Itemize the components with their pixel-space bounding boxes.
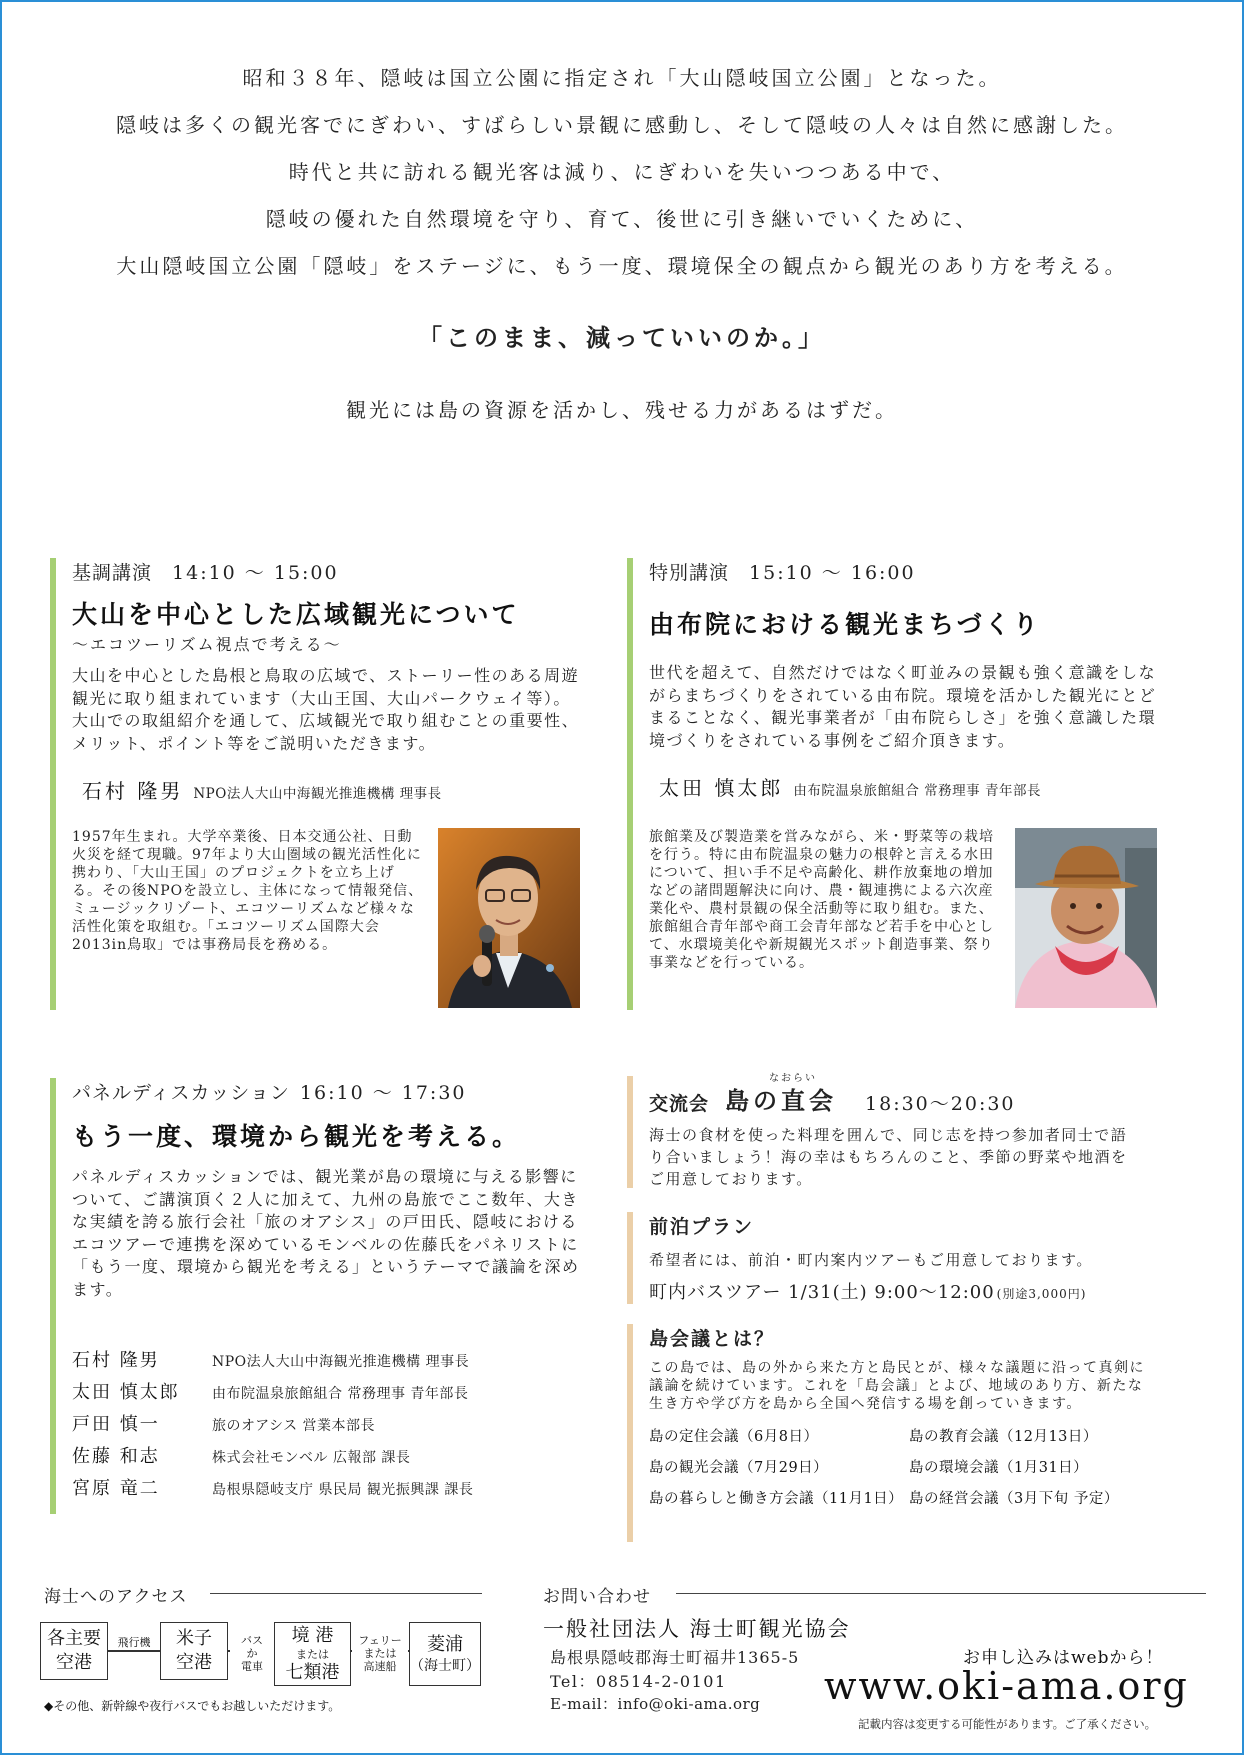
meeting-schedule bbox=[649, 1425, 1169, 1518]
special-speaker-photo bbox=[1015, 828, 1157, 1008]
panelist-org: 旅のオアシス 営業本部長 bbox=[212, 1418, 376, 1434]
island-section bbox=[627, 1324, 1217, 1542]
special-description: 世代を超えて、自然だけではなく町並みの景観も強く意識をしながらまちづくりをされている由布院。環境を活かした観光にとどまることなく、観光事業者が「由布院らしさ」を強く意識した環境づくりをされている事例をご紹介頂きます。 bbox=[649, 663, 1157, 750]
contact-email: E-mail：info@oki-ama.org bbox=[550, 1695, 761, 1713]
access-note: ◆その他、新幹線や夜行バスでもお越しいただけます。 bbox=[44, 1699, 341, 1713]
keynote-speaker-bio: 1957年生まれ。大学卒業後、日本交通公社、日動火災を経て現職。97年より大山圏域の観光活性化に携わり、「大山王国」のプロジェクトを立ち上げる。その後NPOを設立し、主体になって情報発信、ミュージックリゾート、エコツーリズムなど様々な活性化策を取組む。「エコツーリズム国際大会2013in鳥取」では事務局長を務める。 bbox=[72, 829, 424, 953]
social-tag: 交流会 bbox=[649, 1093, 710, 1115]
access-origin-airports: 各主要 空港 bbox=[40, 1622, 108, 1680]
special-accent-bar bbox=[627, 558, 633, 1010]
keynote-speaker-name: 石村 隆男 bbox=[82, 779, 184, 803]
panel-section bbox=[50, 1078, 590, 1514]
panelist-row bbox=[72, 1378, 582, 1410]
keynote-accent-bar bbox=[50, 558, 56, 1010]
social-header bbox=[649, 1073, 1207, 1116]
intro-closing: 観光には島の資源を活かし、残せる力があるはずだ。 bbox=[346, 398, 898, 422]
keynote-speaker-line bbox=[72, 775, 590, 804]
intro-line-3: 時代と共に訪れる観光客は減り、にぎわいを失いつつある中で、 bbox=[288, 160, 956, 184]
access-link-plane: 飛行機 bbox=[108, 1636, 160, 1649]
panel-title: もう一度、環境から観光を考える。 bbox=[72, 1122, 521, 1151]
keynote-subtitle: 〜エコツーリズム視点で考える〜 bbox=[72, 635, 342, 654]
special-section bbox=[627, 558, 1167, 1010]
panelist-org: 株式会社モンベル 広報部 課長 bbox=[212, 1450, 411, 1466]
contact-address: 島根県隠岐郡海士町福井1365-5 bbox=[550, 1648, 800, 1667]
special-time: 15:10 〜 16:00 bbox=[749, 562, 916, 584]
social-time: 18:30〜20:30 bbox=[865, 1093, 1016, 1115]
panelist-row bbox=[72, 1346, 582, 1378]
keynote-time: 14:10 〜 15:00 bbox=[172, 562, 339, 584]
keynote-title: 大山を中心とした広域観光について bbox=[72, 600, 520, 629]
preplan-accent-bar bbox=[627, 1212, 633, 1304]
intro-line-1: 昭和３８年、隠岐は国立公園に指定され「大山隠岐国立公園」となった。 bbox=[242, 66, 1002, 90]
keynote-speaker-photo bbox=[438, 828, 580, 1008]
panelist-name: 宮原 竜二 bbox=[72, 1478, 160, 1499]
access-ports: 境 港 または 七類港 bbox=[274, 1622, 351, 1686]
social-accent-bar bbox=[627, 1076, 633, 1188]
special-speaker-name: 太田 慎太郎 bbox=[659, 776, 784, 800]
access-rule bbox=[210, 1593, 482, 1594]
preplan-title: 前泊プラン bbox=[649, 1216, 755, 1238]
panelist-list bbox=[72, 1346, 582, 1506]
island-title: 島会議とは？ bbox=[649, 1328, 776, 1350]
special-speaker-line bbox=[649, 772, 1167, 801]
meeting-item: 島の暮らしと働き方会議（11月1日） bbox=[649, 1491, 904, 1507]
intro-line-4: 隠岐の優れた自然環境を守り、育て、後世に引き継いでいくために、 bbox=[265, 207, 979, 231]
island-accent-bar bbox=[627, 1324, 633, 1542]
panelist-row bbox=[72, 1474, 582, 1506]
panelist-name: 太田 慎太郎 bbox=[72, 1382, 180, 1403]
meeting-item: 島の教育会議（12月13日） bbox=[909, 1429, 1098, 1445]
special-speaker-org: 由布院温泉旅館組合 常務理事 青年部長 bbox=[793, 783, 1041, 799]
special-speaker-bio: 旅館業及び製造業を営みながら、米・野菜等の栽培を行う。特に由布院温泉の魅力の根幹と言える水田について、担い手不足や高齢化、耕作放棄地の増加などの諸問題解決に向け、農・観連携による六次産業化や、農村景観の保全活動等に取り組む。また、旅館組合青年部や商工会青年部など若手を中心として、水環境美化や新規観光スポット創造事業、祭り事業などを行っている。 bbox=[649, 829, 994, 971]
contact-apply-note: お申し込みはwebから！ bbox=[963, 1648, 1164, 1668]
panelist-name: 佐藤 和志 bbox=[72, 1446, 160, 1467]
island-description: この島では、島の外から来た方と島民とが、様々な議題に沿って真剣に議論を続けています。これを「島会議」とよび、地域のあり方、新たな生き方や学び方を島から全国へ発信する場を創っていきます。 bbox=[649, 1360, 1145, 1412]
keynote-speaker-org: NPO法人大山中海観光推進機構 理事長 bbox=[193, 786, 442, 802]
contact-disclaimer: 記載内容は変更する可能性があります。ご了承ください。 bbox=[858, 1717, 1157, 1731]
panel-tag: パネルディスカッション 16:10 〜 17:30 bbox=[72, 1082, 467, 1104]
access-connector bbox=[107, 1650, 161, 1652]
meeting-item: 島の定住会議（6月8日） bbox=[649, 1429, 819, 1445]
contact-title: お問い合わせ bbox=[543, 1587, 651, 1607]
access-hishiura: 菱浦 （海士町） bbox=[409, 1622, 481, 1686]
social-title: なおらい 島の直会 bbox=[725, 1081, 837, 1116]
access-link-ferry: フェリー または 高速船 bbox=[352, 1634, 408, 1673]
meeting-item: 島の経営会議（3月下旬 予定） bbox=[909, 1491, 1119, 1507]
meeting-item: 島の環境会議（1月31日） bbox=[909, 1460, 1089, 1476]
panelist-name: 石村 隆男 bbox=[72, 1350, 160, 1371]
panelist-name: 戸田 慎一 bbox=[72, 1414, 160, 1435]
panel-time: 16:10 〜 17:30 bbox=[299, 1082, 467, 1104]
keynote-section bbox=[50, 558, 590, 1010]
preplan-section bbox=[627, 1212, 1217, 1304]
special-tag: 特別講演 15:10 〜 16:00 bbox=[649, 562, 916, 584]
special-title: 由布院における観光まちづくり bbox=[649, 610, 1041, 639]
intro-quote: 「このまま、減っていいのか。」 bbox=[418, 323, 826, 352]
meeting-item: 島の観光会議（7月29日） bbox=[649, 1460, 829, 1476]
preplan-tour: 町内バスツアー 1/31(土) 9:00〜12:00 (別途3,000円) bbox=[649, 1282, 1087, 1303]
panel-accent-bar bbox=[50, 1078, 56, 1514]
preplan-fee: (別途3,000円) bbox=[996, 1287, 1087, 1301]
access-yonago-airport: 米子 空港 bbox=[160, 1622, 228, 1680]
panelist-row bbox=[72, 1410, 582, 1442]
panelist-org: 由布院温泉旅館組合 常務理事 青年部長 bbox=[212, 1386, 469, 1402]
panelist-org: 島根県隠岐支庁 県民局 観光振興課 課長 bbox=[212, 1482, 474, 1498]
panel-description: パネルディスカッションでは、観光業が島の環境に与える影響について、ご講演頂く２人に加えて、九州の島旅でここ数年、大きな実績を誇る旅行会社「旅のオアシス」の戸田氏、隠岐におけるエコツアーで連携を深めているモンベルの佐藤氏をパネリストに「もう一度、環境から観光を考える」というテーマで議論を深めます。 bbox=[72, 1167, 580, 1299]
panelist-row bbox=[72, 1442, 582, 1474]
keynote-tag: 基調講演 14:10 〜 15:00 bbox=[72, 562, 339, 584]
intro-line-2: 隠岐は多くの観光客でにぎわい、すばらしい景観に感動し、そして隠岐の人々は自然に感謝した。 bbox=[116, 113, 1128, 137]
contact-website-link[interactable]: www.oki-ama.org bbox=[824, 1664, 1189, 1708]
contact-org: 一般社団法人 海士町観光協会 bbox=[543, 1617, 851, 1641]
contact-tel: Tel：08514-2-0101 bbox=[550, 1672, 727, 1691]
social-description: 海士の食材を使った料理を囲んで、同じ志を持つ参加者同士で語り合いましょう！海の幸はもちろんのこと、季節の野菜や地酒をご用意しております。 bbox=[649, 1126, 1128, 1188]
keynote-description: 大山を中心とした島根と鳥取の広域で、ストーリー性のある周遊観光に取り組まれています（大山王国、大山パークウェイ等）。大山での取組紹介を通して、広域観光で取り組むことの重要性、メリット、ポイント等をご説明いただきます。 bbox=[72, 666, 580, 753]
contact-rule bbox=[676, 1593, 1206, 1594]
access-title: 海士へのアクセス bbox=[44, 1587, 188, 1607]
preplan-description: 希望者には、前泊・町内案内ツアーもご用意しております。 bbox=[649, 1251, 1093, 1269]
access-link-bus-train: バス か 電車 bbox=[230, 1634, 274, 1673]
intro-line-5: 大山隠岐国立公園「隠岐」をステージに、もう一度、環境保全の観点から観光のあり方を考える。 bbox=[116, 254, 1128, 278]
panelist-org: NPO法人大山中海観光推進機構 理事長 bbox=[212, 1354, 470, 1370]
social-section bbox=[627, 1073, 1207, 1188]
social-title-ruby: なおらい bbox=[769, 1073, 818, 1084]
